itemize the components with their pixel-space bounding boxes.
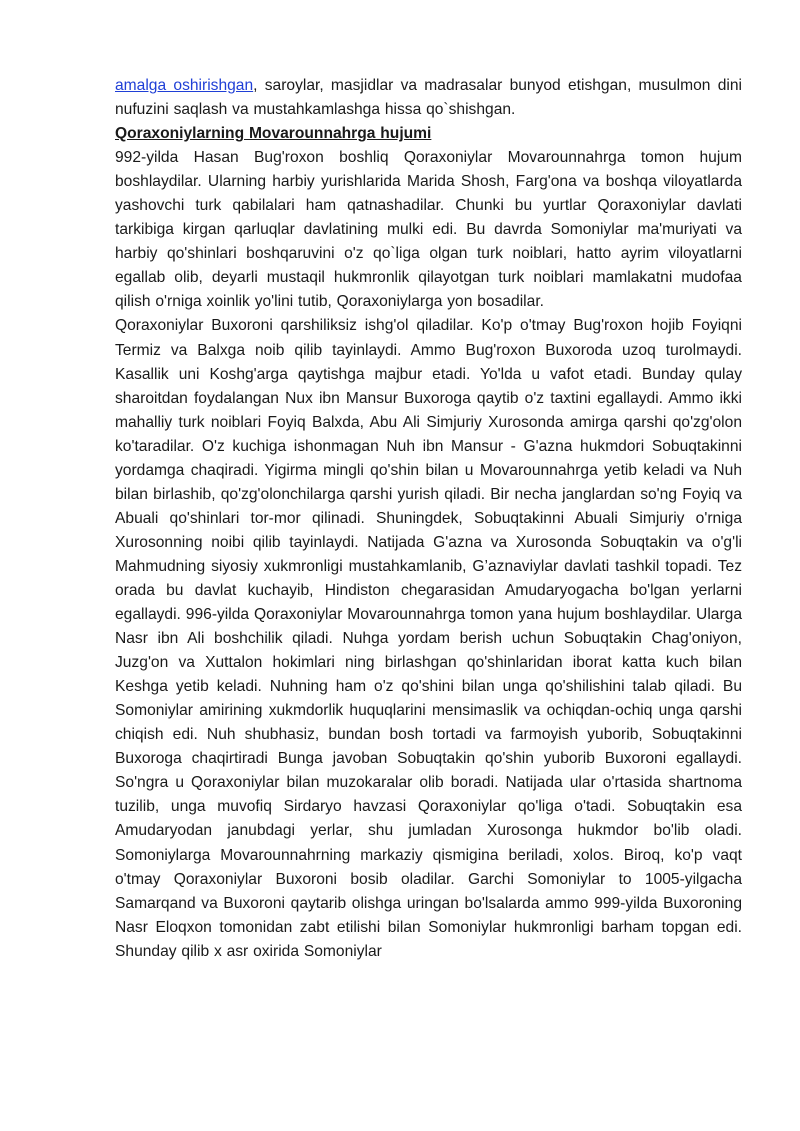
section-heading: Qoraxoniylarning Movarounnahrga hujumi [115,125,432,143]
text-link[interactable]: amalga oshirishgan [115,77,254,94]
paragraph-1: 992-yilda Hasan Bug'roxon boshliq Qoraxoniylar Movarounnahrga tomon hujum boshlaydilar. Ularning harbiy yurishlarida Marida Shosh, Farg'ona va boshqa viloyatlarda yashovchi turk qabilalari ham qatnashadilar. Chunki bu yurtlar Qoraxoniylar davlati tarkibiga kirgan qarluqlar davlatining mulki edi. Bu davrda Somoniylar ma'muriyati va harbiy qo'shinlari boshqaruvini o'z qo`liga olgan turk noiblari, hatto ayrim viloyatlarni egallab olib, deyarli mustaqil hukmronlik qilayotgan turk noiblari mamlakatni mudofaa qilish o'rniga xoinlik yo'lini tutib, Qoraxoniylarga yon bosadilar. [115,149,742,311]
intro-paragraph [115,74,742,122]
intro-text: , saroylar, masjidlar va madrasalar bunyod etishgan, musulmon dini nufuzini saqlash va mustahkamlashga hissa qo`shishgan. [115,77,742,119]
paragraph-2: Qoraxoniylar Buxoroni qarshiliksiz ishg'ol qiladilar. Ko'p o'tmay Bug'roxon hojib Foyiqni Termiz va Balxga noib qilib tayinlaydi. Ammo Bug'roxon Buxoroda uzoq turolmaydi. Kasallik uni Koshg'arga qaytishga majbur etadi. Yo'lda u vafot etadi. Bunday qulay sharoitdan foydalangan Nux ibn Mansur Buxoroga qaytib o'z taxtini egallaydi. Ammo ikki mahalliy turk noiblari Foyiq Balxda, Abu Ali Simjuriy Xurosonda amirga qarshi qo'zg'olon ko'taradilar. O'z kuchiga ishonmagan Nuh ibn Mansur - G'azna hukmdori Sobuqtakinni yordamga chaqiradi. Yigirma mingli qo'shin bilan u Movarounnahrga yetib keladi va Nuh bilan birlashib, qo'zg'olonchilarga qarshi yurish qiladi. Bir necha janglardan so'ng Foyiq va Abuali qo'shinlari tor-mor qilinadi. Shuningdek, Sobuqtakinni Abuali Simjuriy o'rniga Xurosonning noibi qilib tayinlaydi. Natijada G'azna va Xurosonda Sobuqtakin va o'g'li Mahmudning siyosiy xukmronligi mustahkamlanib, G’aznaviylar davlati tashkil topadi. Tez orada bu davlat kuchayib, Hindiston chegarasidan Amudaryogacha bo'lgan yerlarni egallaydi. 996-yilda Qoraxoniylar Movarounnahrga tomon yana hujum boshlaydilar. Ularga Nasr ibn Ali boshchilik qiladi. Nuhga yordam berish uchun Sobuqtakin Chag'oniyon, Juzg'on va Xuttalon hokimlari ning birlashgan qo'shinlaridan iborat katta kuch bilan Keshga yetib keladi. Nuhning ham o'z qo'shini bilan unga qo'shilishini talab qiladi. Bu Somoniylar amirining xukmdorlik huquqlarini mensimaslik va ochiqdan-ochiq unga qarshi chiqish edi. Nuh shubhasiz, bundan bosh tortadi va farmoyish yuborib, Sobuqtakinni Buxoroga chaqirtiradi Bunga javoban Sobuqtakin qo'shin yuborib Buxoroni egallaydi. So'ngra u Qoraxoniylar bilan muzokaralar olib boradi. Natijada ular o'rtasida shartnoma tuzilib, unga muvofiq Sirdaryo havzasi Qoraxoniylar qo'liga o'tadi. Sobuqtakin esa Amudaryodan janubdagi yerlar, shu jumladan Xurosonga hukmdor bo'lib oladi. Somoniylarga Movarounnahrning markaziy qismigina beriladi, xolos. Biroq, ko'p vaqt o'tmay Qoraxoniylar Buxoroni bosib oladilar. Garchi Somoniylar to 1005-yilgacha Samarqand va Buxoroni qaytarib olishga uringan bo'lsalarda ammo 999-yilda Buxoroning Nasr Eloqxon tomonidan zabt etilishi bilan Somoniylar hukmronligi barham topgan edi. Shunday qilib x asr oxirida Somoniylar [115,317,742,960]
document-body [115,74,742,964]
